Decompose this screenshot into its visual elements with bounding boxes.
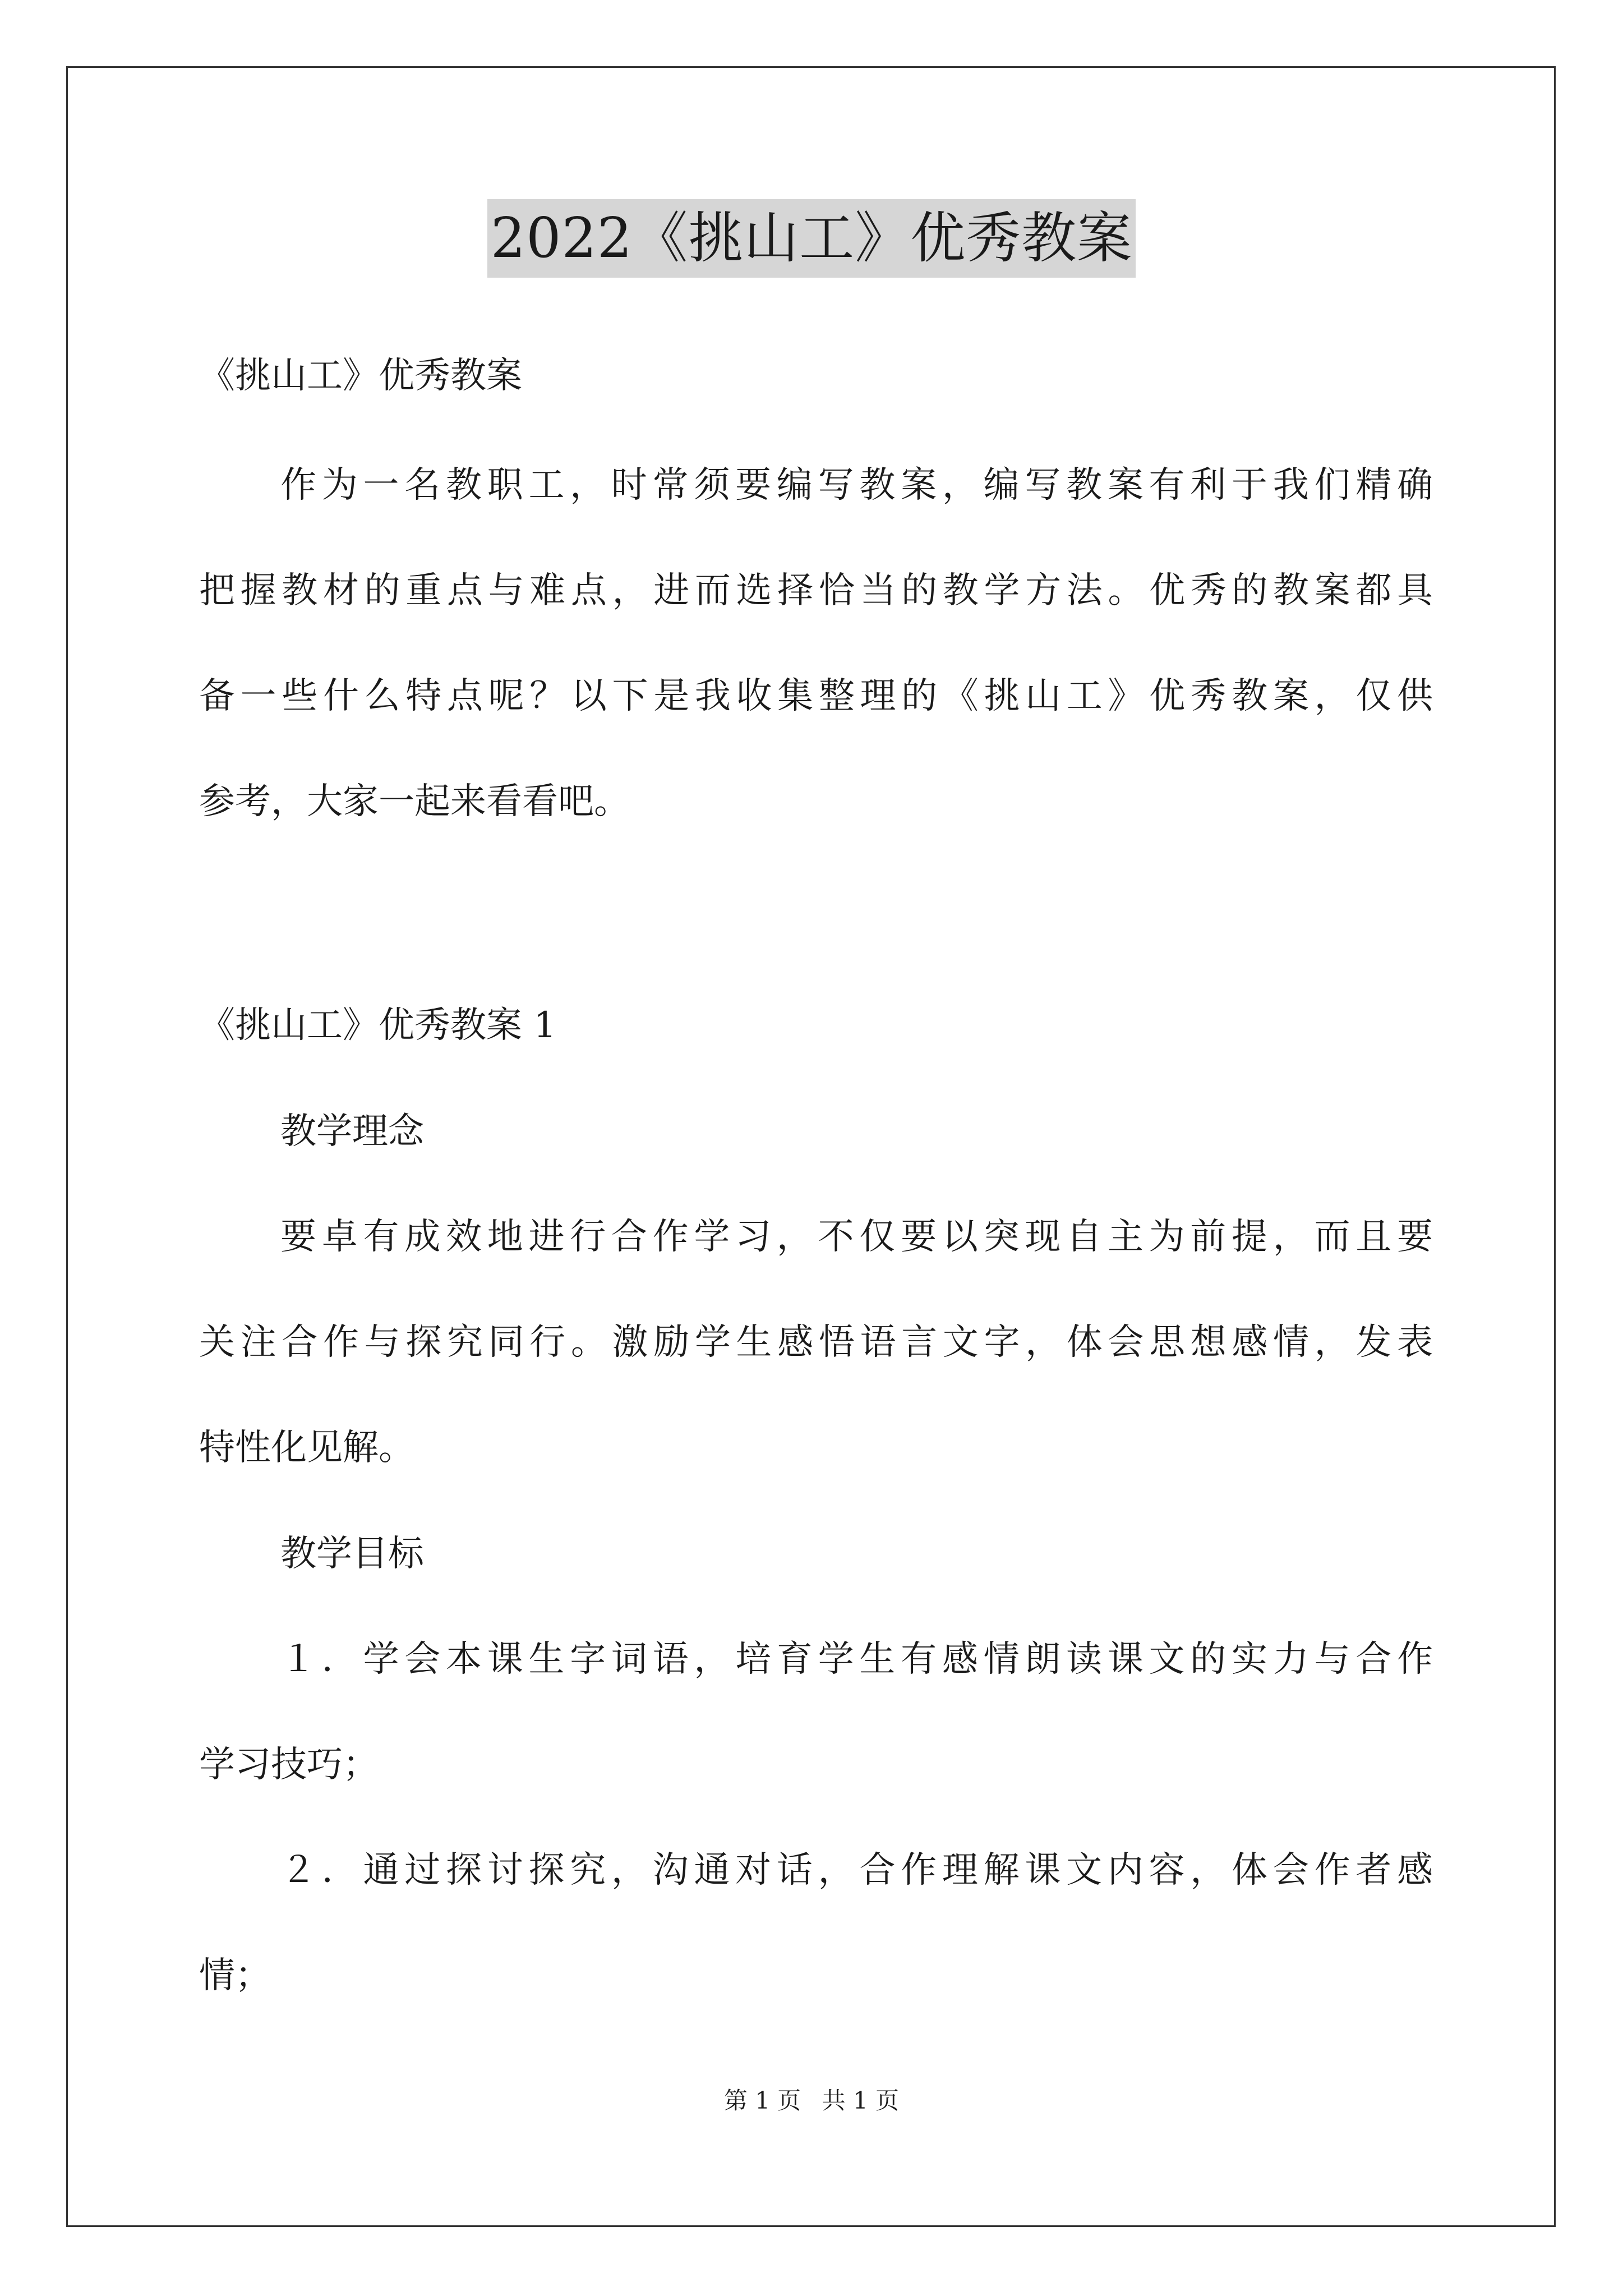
page-footer <box>0 2084 1623 2118</box>
paragraph-line: 要卓有成效地进行合作学习，不仅要以突现自主为前提，而且要 <box>280 1216 1433 1258</box>
paragraph-line: 把握教材的重点与难点，进而选择恰当的教学方法。优秀的教案都具 <box>199 570 1433 611</box>
paragraph-line: 特性化见解。 <box>199 1427 414 1469</box>
section-subheading: 教学目标 <box>280 1533 424 1575</box>
title-container <box>0 199 1623 278</box>
document-title: 2022《挑山工》优秀教案 <box>487 199 1136 278</box>
list-item-line: 情； <box>199 1955 271 1996</box>
page-number-total: 共 1 页 <box>822 2087 900 2114</box>
list-item-line: １．学会本课生字词语，培育学生有感情朗读课文的实力与合作 <box>280 1639 1433 1680</box>
page-number-current: 第 1 页 <box>723 2087 801 2114</box>
list-item-line: 学习技巧； <box>199 1744 379 1786</box>
subtitle-line: 《挑山工》优秀教案 <box>199 355 522 397</box>
paragraph-line: 关注合作与探究同行。激励学生感悟语言文字，体会思想感情，发表 <box>199 1322 1433 1363</box>
paragraph-line: 参考，大家一起来看看吧。 <box>199 781 630 822</box>
paragraph-line: 作为一名教职工，时常须要编写教案，编写教案有利于我们精确 <box>280 464 1433 506</box>
section-subheading: 教学理念 <box>280 1111 424 1152</box>
list-item-line: ２．通过探讨探究，沟通对话，合作理解课文内容，体会作者感 <box>280 1849 1433 1891</box>
section-heading: 《挑山工》优秀教案 1 <box>199 1005 557 1046</box>
paragraph-line: 备一些什么特点呢？以下是我收集整理的《挑山工》优秀教案，仅供 <box>199 675 1433 717</box>
